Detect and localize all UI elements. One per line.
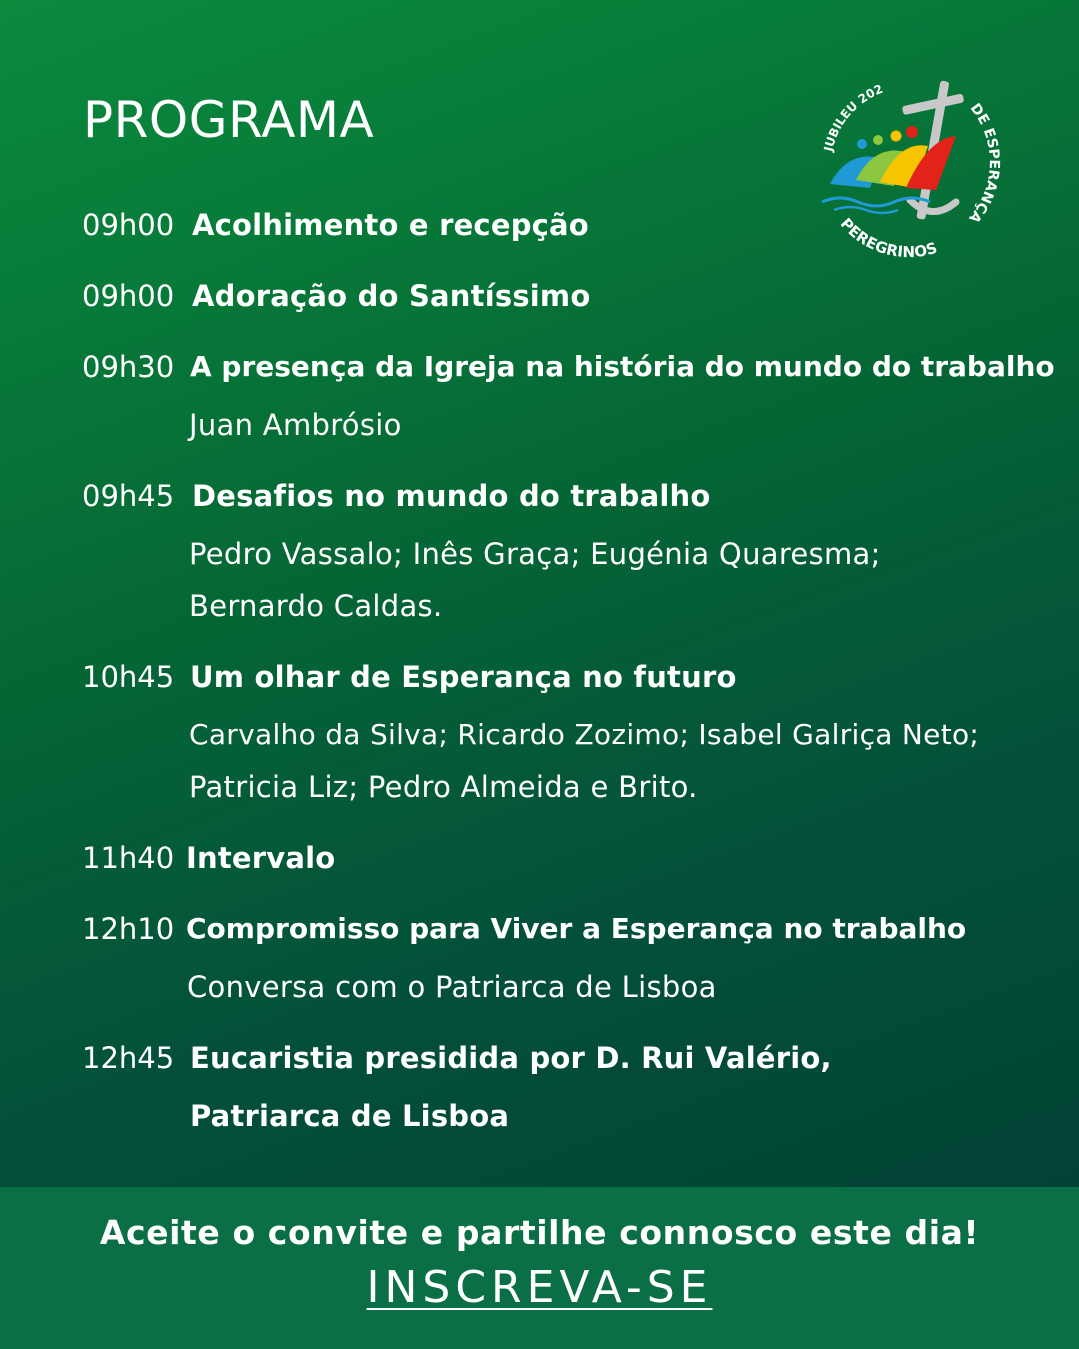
- svg-text:DE ESPERANÇA: [965, 101, 1002, 226]
- schedule-event: Compromisso para Viver a Esperança no trabalho: [186, 912, 967, 945]
- call-to-action: Aceite o convite e partilhe connosco este dia!: [99, 1213, 980, 1252]
- schedule-speakers: Pedro Vassalo; Inês Graça; Eugénia Quaresma;: [189, 537, 881, 571]
- register-link[interactable]: INSCREVA-SE: [366, 1262, 713, 1313]
- schedule-time: 09h45: [82, 479, 175, 513]
- logo-side-text: DE ESPERANÇA: [965, 100, 1002, 226]
- schedule-event: Desafios no mundo do trabalho: [192, 479, 711, 513]
- jubilee-logo: [810, 72, 1010, 272]
- schedule-event: Eucaristia presidida por D. Rui Valério,: [190, 1041, 832, 1075]
- schedule-event-continued: Patriarca de Lisboa: [190, 1099, 510, 1133]
- schedule-event: Intervalo: [186, 841, 336, 875]
- register-row: [0, 1262, 1079, 1314]
- schedule-time: 09h30: [82, 350, 175, 384]
- schedule-time: 12h10: [82, 912, 175, 946]
- schedule-speakers: Bernardo Caldas.: [189, 589, 443, 623]
- schedule-speakers: Conversa com o Patriarca de Lisboa: [187, 970, 717, 1004]
- schedule-time: 11h40: [82, 841, 175, 875]
- schedule-speakers: Patricia Liz; Pedro Almeida e Brito.: [189, 770, 698, 804]
- logo-bottom-text: PEREGRINOS: [836, 214, 940, 262]
- svg-text:PEREGRINOS: [837, 215, 939, 261]
- logo-top-text: JUBILEU 202: [821, 81, 885, 153]
- schedule-event: Um olhar de Esperança no futuro: [190, 660, 737, 694]
- schedule-time: 12h45: [82, 1041, 175, 1075]
- page-title: PROGRAMA: [83, 91, 375, 149]
- schedule-event: A presença da Igreja na história do mundo do trabalho: [190, 350, 1055, 383]
- schedule-event: Adoração do Santíssimo: [192, 279, 591, 313]
- schedule-event: Acolhimento e recepção: [192, 208, 589, 242]
- jubilee-logo-graphic: [810, 72, 1010, 272]
- schedule-time: 09h00: [82, 279, 175, 313]
- schedule-time: 09h00: [82, 208, 175, 242]
- schedule-time: 10h45: [82, 660, 175, 694]
- schedule-speakers: Juan Ambrósio: [189, 408, 402, 442]
- schedule-speakers: Carvalho da Silva; Ricardo Zozimo; Isabel Galriça Neto;: [189, 718, 980, 751]
